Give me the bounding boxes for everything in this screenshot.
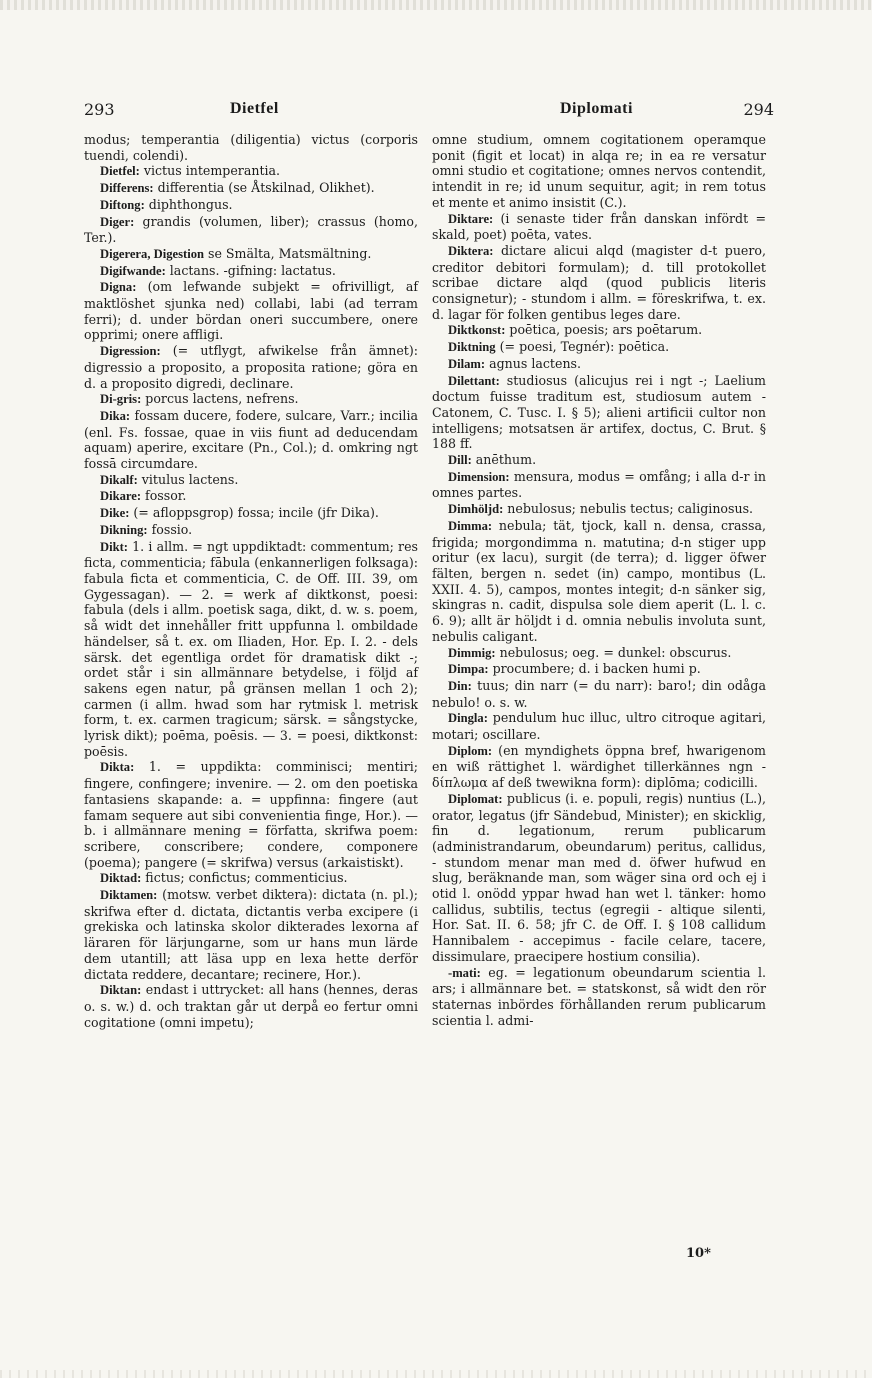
entry-definition: lactans. -gifning: lactatus.	[165, 262, 336, 278]
entry-definition: procumbere; d. i backen humi p.	[488, 661, 701, 677]
entry-headword: Dika:	[100, 408, 131, 423]
entry-definition: omne studium, omnem cogitationem operamque ponit (figit et locat) in alqa re; in ea re versatur omni studio et cogitatione; omnes nervos contendit, intendit in re; id unum sequitur, agit; in rem totus et mente et animo insistit (C.).	[432, 132, 766, 210]
dictionary-entry	[84, 539, 418, 760]
dictionary-entry	[84, 522, 418, 539]
dictionary-entry	[432, 452, 766, 469]
entry-headword: Diplomat:	[448, 791, 503, 806]
dictionary-entry	[84, 472, 418, 489]
dictionary-entry	[432, 243, 766, 323]
dictionary-entry	[432, 743, 766, 791]
entry-definition: mensura, modus = omfång; i alla d-r in omnes partes.	[432, 468, 766, 501]
page-number-right: 294	[743, 100, 774, 119]
dictionary-entry	[432, 501, 766, 518]
entry-headword: Digression:	[100, 344, 161, 359]
entry-definition: (i senaste tider från danskan infördt = skald, poet) poēta, vates.	[432, 210, 766, 243]
entry-headword: Dikta:	[100, 760, 135, 775]
dictionary-entry	[84, 163, 418, 180]
dictionary-entry	[84, 180, 418, 197]
entry-headword: Dill:	[448, 453, 472, 468]
entry-definition: tuus; din narr (= du narr): baro!; din odåga nebulo! o. s. w.	[432, 677, 766, 710]
dictionary-entry	[84, 132, 418, 163]
entry-headword: Dilam:	[448, 356, 486, 371]
dictionary-entry	[432, 791, 766, 965]
dictionary-entry	[432, 356, 766, 373]
entry-definition: grandis (volumen, liber); crassus (homo, Ter.).	[84, 213, 418, 246]
entry-headword: Diktan:	[100, 983, 142, 998]
entry-headword: Dike:	[100, 506, 130, 521]
entry-headword: Dikning:	[100, 522, 148, 537]
entry-headword: Digna:	[100, 280, 137, 295]
entry-headword: Dimmig:	[448, 645, 496, 660]
entry-definition: poētica, poesis; ars poētarum.	[505, 322, 703, 338]
running-headword-right: Diplomati	[560, 100, 633, 117]
entry-definition: fictus; confictus; commenticius.	[141, 870, 348, 886]
entry-definition: (= poesi, Tegnér): poētica.	[495, 339, 670, 355]
dictionary-entry	[84, 214, 418, 246]
entry-definition: (= afloppsgrop) fossa; incile (jfr Dika).	[129, 505, 379, 521]
entry-definition: endast i uttrycket: all hans (hennes, deras o. s. w.) d. och traktan går ut derpå eo fertur omni cogitatione (omni impetu);	[84, 982, 418, 1030]
entry-definition: studiosus (alicujus rei i ngt -; Laelium doctum fuisse traditum est, studiosum autem - Catonem, C. Tusc. I. § 5); alieni artificii cultor non intelligens; motsatsen är artifex, doctus, C. Brut. § 188 ff.	[432, 372, 766, 452]
dictionary-entry	[84, 887, 418, 982]
dictionary-entry	[84, 505, 418, 522]
dictionary-entry	[432, 678, 766, 710]
left-column	[84, 132, 418, 1030]
entry-headword: Diktning	[448, 340, 496, 355]
dictionary-entry	[84, 982, 418, 1030]
entry-headword: Digifwande:	[100, 263, 166, 278]
entry-definition: anēthum.	[471, 452, 537, 468]
entry-headword: Dimpa:	[448, 662, 489, 677]
entry-headword: Diplom:	[448, 743, 493, 758]
entry-headword: Diktera:	[448, 243, 494, 258]
page-number-left: 293	[84, 100, 115, 119]
dictionary-entry	[432, 661, 766, 678]
entry-headword: Din:	[448, 678, 472, 693]
entry-headword: Di-gris:	[100, 392, 142, 407]
dictionary-entry	[432, 710, 766, 742]
dictionary-entry	[84, 408, 418, 472]
entry-headword: Diktare:	[448, 211, 494, 226]
entry-headword: Diftong:	[100, 197, 145, 212]
entry-definition: diphthongus.	[144, 196, 233, 212]
entry-definition: fossam ducere, fodere, sulcare, Varr.; incilia (enl. Fs. fossae, quae in viis fiunt ad deducendam aquam) aperire, excitare (Pn., Col.); d. omkring ngt fossā circumdare.	[84, 407, 418, 472]
entry-definition: differentia (se Åtskilnad, Olikhet).	[153, 180, 375, 196]
entry-definition: pendulum huc illuc, ultro citroque agitari, motari; oscillare.	[432, 710, 766, 743]
entry-definition: agnus lactens.	[485, 355, 582, 371]
entry-definition: (en myndighets öppna bref, hwarigenom en wiß rättighet l. wärdighet tillerkännes ngn - δίπλωμα af deß twewikna form): diplōma; codicilli.	[432, 742, 766, 791]
dictionary-entry	[432, 469, 766, 501]
dictionary-entry	[432, 132, 766, 211]
right-column	[432, 132, 766, 1028]
entry-definition: eg. = legationum obeundarum scientia l. ars; i allmännare bet. = statskonst, så widt den rör staternas inbördes förhållanden rerum publicarum scientia l. admi-	[432, 964, 766, 1028]
page-header	[84, 100, 774, 124]
signature-mark: 10*	[686, 1246, 711, 1261]
dictionary-entry	[84, 488, 418, 505]
dictionary-entry	[84, 870, 418, 887]
entry-headword: Differens:	[100, 181, 154, 196]
entry-headword: Dikalf:	[100, 472, 138, 487]
entry-definition: 1. = uppdikta: comminisci; mentiri; fingere, confingere; invenire. — 2. om den poetiska fantasiens skapande: a. = uppfinna: fingere (aut famam sequere aut sibi convenientia finge, Hor.). —b. i allmännare mening = författa, skrifwa poem: scribere, conscribere; condere, componere (poema); pangere (= skrifwa) versus (arkaistiskt).	[84, 759, 418, 870]
entry-headword: Dimension:	[448, 469, 510, 484]
scan-edge-top	[0, 0, 872, 10]
entry-definition: 1. i allm. = ngt uppdiktadt: commentum; res ficta, commenticia; fābula (enkannerligen folksaga): fabula ficta et commenticia, C. de Off. III. 39, om Gygessagan). — 2. = werk af diktkonst, poesi: fabula (dels i allm. poetisk saga, dikt, d. w. s. poem, så widt det innehåller fritt uppfunna l. ombildade händelser, så t. ex. om Iliaden, Hor. Ep. I. 2. - dels särsk. det egentliga ordet för dramatisk dikt -; ordet står i sin allmännare betydelse, i följd af sakens egen natur, på gränsen mellan 1 och 2); carmen (i allm. hwad som har rytmisk l. metrisk form, t. ex. carmen tragicum; särsk. = sångstycke, lyrisk dikt); poēma, poēsis. — 3. = poesi, diktkonst: poēsis.	[84, 538, 418, 759]
entry-headword: Dietfel:	[100, 164, 140, 179]
dictionary-entry	[432, 373, 766, 453]
dictionary-entry	[432, 339, 766, 356]
entry-headword: Dikt:	[100, 539, 128, 554]
entry-headword: Diktamen:	[100, 888, 158, 903]
entry-definition: publicus (i. e. populi, regis) nuntius (L.), orator, legatus (jfr Sändebud, Minister); en skicklig, fin d. legationum, rerum publicarum (administrandarum, obeundarum) peritus, callidus, - stundom menar man med d. öfwer hufwud en slug, beräknande man, som wäger sina ord och ej i otid l. onödd yppar hwad han wet l. tänker: homo callidus, subtilis, tectus (egregii - altique silenti, Hor. Sat. II. 6. 58; jfr C. de Off. I. § 108 callidum Hannibalem - accepimus - facile celare, tacere, dissimulare, praecipere hostium consilia).	[432, 790, 766, 964]
entry-definition: dictare alicui alqd (magister d-t puero, creditor debitori formulam); d. till protokollet scribae dictare alqd (quod publicis literis consignetur); - stundom i allm. = föreskrifwa, t. ex. d. lagar för folken gentibus leges dare.	[432, 242, 766, 322]
entry-headword: Diktad:	[100, 871, 142, 886]
entry-definition: (om lefwande subjekt = ofrivilligt, af maktlöshet sjunka ned) collabi, labi (ad terram ferri); d. under bördan oneri succumbere, onere opprimi; onere affligi.	[84, 279, 418, 343]
dictionary-entry	[432, 211, 766, 243]
entry-definition: nebula; tät, tjock, kall n. densa, crassa, frigida; morgondimma n. matutina; d-n stiger upp oritur (ex lacu), surgit (de terra); d. ligger öfwer fälten, bergen n. sedet (in) campo, montibus (L. XXII. 4. 5), campos, montes integit; d-n sänker sig, skingras n. cadit, dispulsa sole diem aperit (L. l. c. 6. 9); allt är höljdt i d. omnia nebulis involuta sunt, nebulis caligant.	[432, 517, 766, 644]
dictionary-entry	[432, 645, 766, 662]
dictionary-entry	[84, 197, 418, 214]
entry-definition: (motsw. verbet diktera): dictata (n. pl.); skrifwa efter d. dictata, dictantis verba excipere (i grekiska och latinska skolor dikterades lexorna af läraren för lärjungarne, som ur hans mun lärde dem utantill; att läsa upp en lexa hette derför dictata reddere, decantare; recinere, Hor.).	[84, 887, 418, 982]
entry-definition: fossor.	[141, 488, 187, 504]
entry-definition: victus intemperantia.	[139, 163, 281, 179]
entry-headword: Digerera, Digestion	[100, 246, 204, 261]
entry-headword: Dimma:	[448, 518, 493, 533]
dictionary-entry	[432, 518, 766, 645]
entry-definition: nebulosus; nebulis tectus; caliginosus.	[503, 501, 754, 517]
dictionary-entry	[84, 343, 418, 391]
dictionary-entry	[432, 965, 766, 1029]
entry-headword: Diktkonst:	[448, 323, 506, 338]
dictionary-entry	[84, 391, 418, 408]
entry-definition: (= utflygt, afwikelse från ämnet): digressio a proposito, a proposita ratione; göra en d. a proposito digredi, declinare.	[84, 343, 418, 391]
entry-definition: vitulus lactens.	[137, 471, 239, 487]
entry-definition: modus; temperantia (diligentia) victus (corporis tuendi, colendi).	[84, 132, 418, 163]
scan-edge-bottom	[0, 1370, 872, 1378]
running-headword-left: Dietfel	[230, 100, 279, 117]
dictionary-entry	[84, 279, 418, 343]
dictionary-entry	[84, 246, 418, 263]
entry-headword: -mati:	[448, 965, 481, 980]
entry-headword: Dimhöljd:	[448, 502, 504, 517]
dictionary-entry	[84, 263, 418, 280]
entry-headword: Dikare:	[100, 489, 142, 504]
dictionary-entry	[432, 322, 766, 339]
entry-headword: Dilettant:	[448, 373, 500, 388]
entry-definition: se Smälta, Matsmältning.	[204, 245, 372, 261]
entry-headword: Dingla:	[448, 711, 488, 726]
entry-definition: porcus lactens, nefrens.	[141, 391, 299, 407]
entry-headword: Diger:	[100, 214, 135, 229]
entry-definition: fossio.	[147, 521, 193, 537]
dictionary-entry	[84, 759, 418, 870]
entry-definition: nebulosus; oeg. = dunkel: obscurus.	[495, 644, 732, 660]
